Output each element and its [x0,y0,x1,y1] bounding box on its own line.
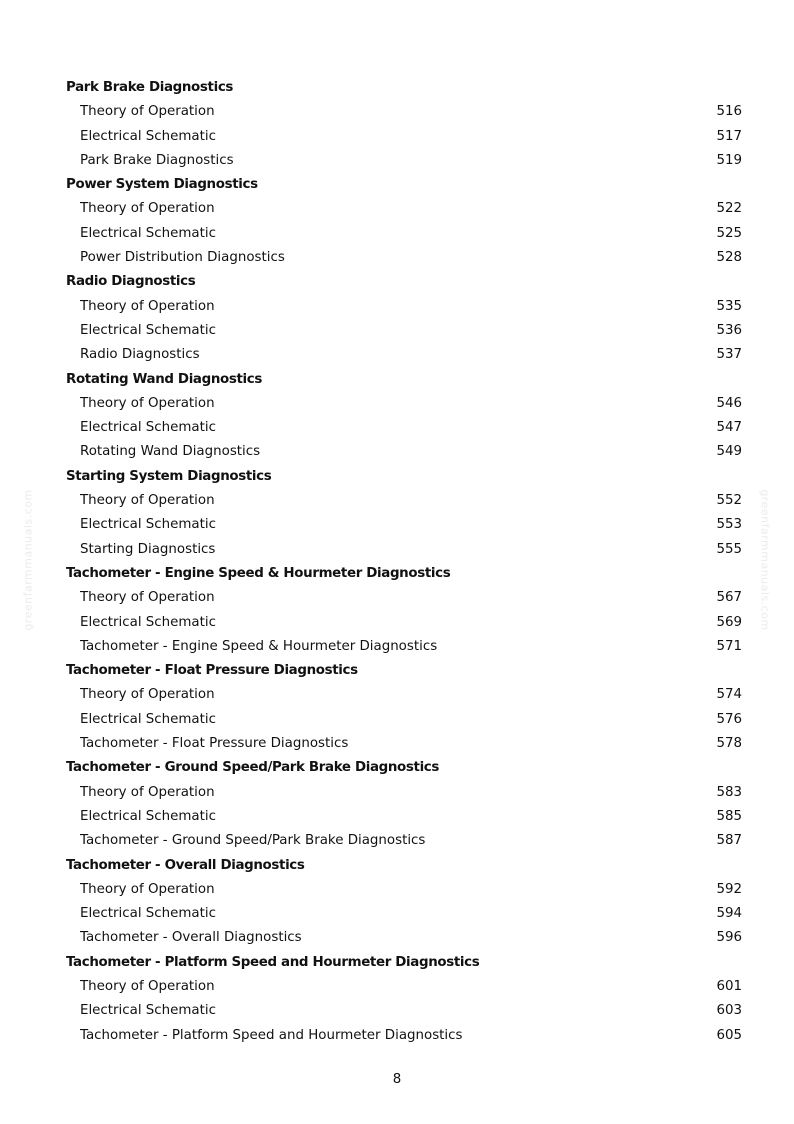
watermark-left: greenfarmmanuals.com [21,489,35,631]
toc-entry[interactable] [66,246,742,270]
toc-section [66,270,742,367]
toc-entry-label: Tachometer - Ground Speed/Park Brake Diagnostics [80,833,426,849]
toc-entry-page-number: 522 [716,201,742,217]
toc-entry-page-number: 567 [716,590,742,606]
section-heading[interactable]: Tachometer - Overall Diagnostics [66,857,305,873]
table-of-contents [66,76,742,1048]
toc-entry[interactable] [66,440,742,464]
toc-entry-page-number: 535 [716,298,742,314]
toc-entry-page-number: 605 [716,1027,742,1043]
toc-section [66,368,742,465]
toc-entry-label: Electrical Schematic [80,420,216,436]
toc-entry[interactable] [66,197,742,221]
toc-entry-label: Electrical Schematic [80,906,216,922]
toc-entry-label: Theory of Operation [80,104,215,120]
toc-entry-page-number: 525 [716,225,742,241]
toc-entry-page-number: 547 [716,420,742,436]
toc-entry-label: Park Brake Diagnostics [80,152,234,168]
toc-entry[interactable] [66,926,742,950]
toc-entry[interactable] [66,392,742,416]
toc-entry-page-number: 583 [716,784,742,800]
toc-entry-label: Electrical Schematic [80,322,216,338]
toc-section [66,76,742,173]
toc-entry-label: Tachometer - Float Pressure Diagnostics [80,736,349,752]
section-heading[interactable]: Tachometer - Engine Speed & Hourmeter Diagnostics [66,565,451,581]
toc-entry-label: Theory of Operation [80,687,215,703]
toc-entry-label: Electrical Schematic [80,614,216,630]
toc-entry-label: Radio Diagnostics [80,347,200,363]
toc-entry-page-number: 537 [716,347,742,363]
toc-entry-label: Electrical Schematic [80,1003,216,1019]
toc-entry[interactable] [66,100,742,124]
toc-entry-label: Theory of Operation [80,881,215,897]
toc-section [66,659,742,756]
toc-entry-label: Tachometer - Engine Speed & Hourmeter Diagnostics [80,638,438,654]
toc-entry-label: Electrical Schematic [80,711,216,727]
toc-entry-label: Electrical Schematic [80,517,216,533]
section-heading[interactable]: Tachometer - Platform Speed and Hourmeter Diagnostics [66,954,480,970]
toc-entry-page-number: 585 [716,808,742,824]
toc-entry[interactable] [66,805,742,829]
toc-entry-label: Tachometer - Overall Diagnostics [80,930,302,946]
toc-entry-page-number: 536 [716,322,742,338]
toc-entry[interactable] [66,513,742,537]
section-heading[interactable]: Starting System Diagnostics [66,468,272,484]
toc-entry-label: Theory of Operation [80,395,215,411]
section-heading[interactable]: Radio Diagnostics [66,274,196,290]
toc-entry[interactable] [66,489,742,513]
toc-entry[interactable] [66,319,742,343]
toc-entry-page-number: 574 [716,687,742,703]
toc-entry-page-number: 601 [716,978,742,994]
toc-entry-label: Theory of Operation [80,784,215,800]
section-heading[interactable]: Tachometer - Ground Speed/Park Brake Diagnostics [66,760,440,776]
toc-entry-label: Electrical Schematic [80,225,216,241]
section-heading[interactable]: Power System Diagnostics [66,177,258,193]
toc-entry[interactable] [66,683,742,707]
toc-entry-label: Starting Diagnostics [80,541,216,557]
toc-entry-page-number: 555 [716,541,742,557]
toc-entry-page-number: 578 [716,736,742,752]
toc-entry[interactable] [66,975,742,999]
section-heading[interactable]: Rotating Wand Diagnostics [66,371,263,387]
toc-entry[interactable] [66,295,742,319]
toc-entry-page-number: 528 [716,250,742,266]
toc-entry-page-number: 549 [716,444,742,460]
toc-entry-page-number: 576 [716,711,742,727]
toc-section [66,465,742,562]
toc-entry-label: Electrical Schematic [80,808,216,824]
toc-entry-label: Theory of Operation [80,201,215,217]
toc-entry[interactable] [66,902,742,926]
toc-entry-label: Rotating Wand Diagnostics [80,444,261,460]
section-heading[interactable]: Park Brake Diagnostics [66,80,234,95]
toc-entry-page-number: 594 [716,906,742,922]
toc-entry[interactable] [66,611,742,635]
toc-entry-page-number: 592 [716,881,742,897]
toc-entry[interactable] [66,1024,742,1048]
toc-entry-page-number: 516 [716,104,742,120]
toc-entry-label: Theory of Operation [80,298,215,314]
toc-section [66,173,742,270]
toc-entry[interactable] [66,829,742,853]
toc-section [66,951,742,1048]
toc-entry[interactable] [66,222,742,246]
toc-entry[interactable] [66,999,742,1023]
toc-entry[interactable] [66,586,742,610]
toc-entry-label: Theory of Operation [80,590,215,606]
section-heading[interactable]: Tachometer - Float Pressure Diagnostics [66,663,358,679]
toc-entry-label: Tachometer - Platform Speed and Hourmeter Diagnostics [80,1027,463,1043]
toc-entry-page-number: 596 [716,930,742,946]
toc-entry-page-number: 587 [716,833,742,849]
toc-entry-page-number: 517 [716,128,742,144]
toc-entry-label: Theory of Operation [80,493,215,509]
toc-entry[interactable] [66,732,742,756]
toc-entry[interactable] [66,781,742,805]
toc-section [66,854,742,951]
toc-section [66,756,742,853]
toc-entry-page-number: 546 [716,395,742,411]
toc-entry-label: Power Distribution Diagnostics [80,250,285,266]
toc-entry[interactable] [66,416,742,440]
toc-entry[interactable] [66,635,742,659]
toc-entry-page-number: 603 [716,1003,742,1019]
toc-entry-label: Electrical Schematic [80,128,216,144]
toc-entry-label: Theory of Operation [80,978,215,994]
toc-entry[interactable] [66,878,742,902]
toc-entry-page-number: 571 [716,638,742,654]
toc-section [66,562,742,659]
toc-entry-page-number: 553 [716,517,742,533]
toc-entry[interactable] [66,149,742,173]
toc-entry[interactable] [66,343,742,367]
toc-entry-page-number: 552 [716,493,742,509]
toc-entry-page-number: 519 [716,152,742,168]
toc-entry[interactable] [66,125,742,149]
page-number: 8 [392,1072,402,1087]
toc-entry[interactable] [66,538,742,562]
watermark-right: greenfarmmanuals.com [758,489,772,631]
toc-entry-page-number: 569 [716,614,742,630]
toc-entry[interactable] [66,708,742,732]
